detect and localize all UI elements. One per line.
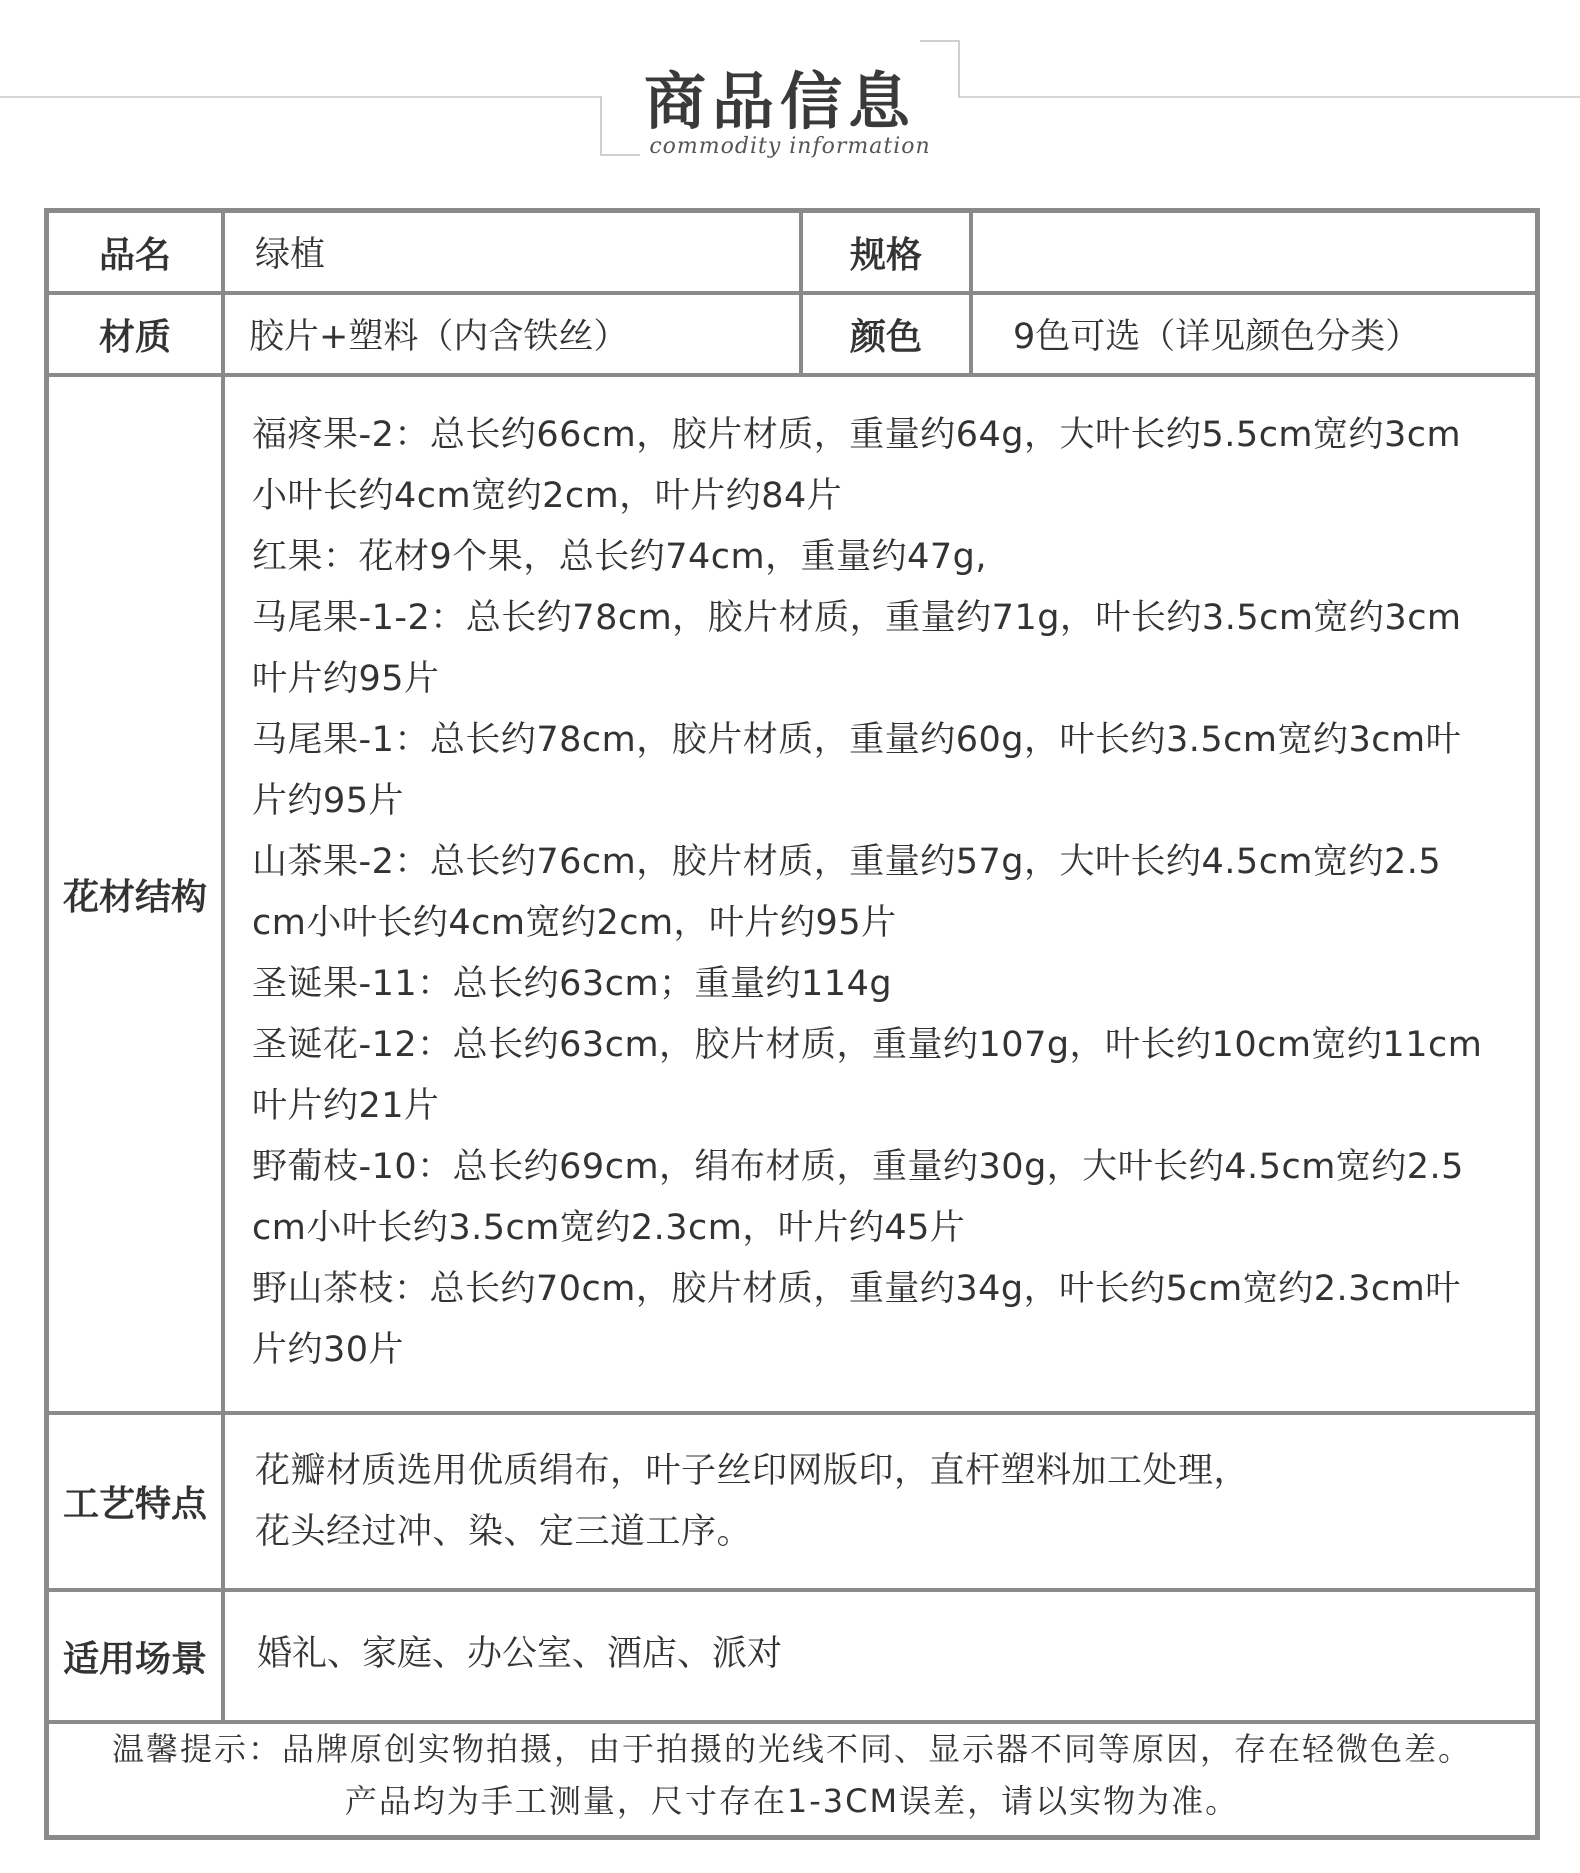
structure-line: 圣诞花-12：总长约63cm，胶片材质，重量约107g，叶长约10cm宽约11cm xyxy=(252,1025,1483,1065)
scene-value: 婚礼、家庭、办公室、酒店、派对 xyxy=(257,1634,783,1674)
name-label: 品名 xyxy=(98,234,171,276)
name-value: 绿植 xyxy=(255,235,326,275)
structure-line: 马尾果-1-2：总长约78cm，胶片材质，重量约71g，叶长约3.5cm宽约3cm xyxy=(252,598,1462,638)
row-divider xyxy=(49,1411,1535,1415)
color-label: 颜色 xyxy=(849,316,922,358)
material-label: 材质 xyxy=(98,316,171,358)
product-info-table xyxy=(44,208,1540,1840)
scene-label: 适用场景 xyxy=(62,1638,207,1680)
structure-line: cm小叶长约4cm宽约2cm，叶片约95片 xyxy=(252,903,897,943)
structure-label: 花材结构 xyxy=(62,876,207,918)
material-value: 胶片+塑料（内含铁丝） xyxy=(249,317,629,357)
header-rule-left xyxy=(0,96,600,98)
structure-line: 马尾果-1：总长约78cm，胶片材质，重量约60g，叶长约3.5cm宽约3cm叶 xyxy=(252,720,1462,760)
notice-line-2: 产品均为手工测量，尺寸存在1-3CM误差，请以实物为准。 xyxy=(344,1782,1240,1820)
structure-line: 野山茶枝：总长约70cm，胶片材质，重量约34g，叶长约5cm宽约2.3cm叶 xyxy=(252,1269,1461,1309)
label-column-divider xyxy=(221,213,225,1724)
craft-text xyxy=(255,1441,1525,1563)
craft-line: 花瓣材质选用优质绢布，叶子丝印网版印，直杆塑料加工处理， xyxy=(255,1451,1250,1491)
structure-line: 野葡枝-10：总长约69cm，绢布材质，重量约30g，大叶长约4.5cm宽约2.5 xyxy=(252,1147,1464,1187)
notice-line-1: 温馨提示：品牌原创实物拍摄，由于拍摄的光线不同、显示器不同等原因，存在轻微色差。 xyxy=(111,1730,1472,1768)
structure-line: 片约95片 xyxy=(252,781,405,821)
page-subtitle: commodity information xyxy=(649,134,931,159)
structure-list xyxy=(252,405,1532,1405)
header-frame-right-top xyxy=(920,40,960,42)
spec-label: 规格 xyxy=(849,234,922,276)
structure-line: 小叶长约4cm宽约2cm，叶片约84片 xyxy=(252,476,843,516)
structure-line: cm小叶长约3.5cm宽约2.3cm，叶片约45片 xyxy=(252,1208,966,1248)
structure-line: 山茶果-2：总长约76cm，胶片材质，重量约57g，大叶长约4.5cm宽约2.5 xyxy=(252,842,1442,882)
structure-line: 福疼果-2：总长约66cm，胶片材质，重量约64g，大叶长约5.5cm宽约3cm xyxy=(252,415,1462,455)
structure-line: 圣诞果-11：总长约63cm；重量约114g xyxy=(252,964,893,1004)
notice xyxy=(49,1723,1535,1838)
row-divider xyxy=(49,373,1535,377)
craft-line: 花头经过冲、染、定三道工序。 xyxy=(255,1512,753,1552)
color-value: 9色可选（详见颜色分类） xyxy=(1013,317,1421,357)
spec-value xyxy=(973,213,1535,291)
craft-label: 工艺特点 xyxy=(62,1484,207,1525)
structure-line: 叶片约95片 xyxy=(252,659,440,699)
header-frame-left-bottom xyxy=(600,154,640,156)
structure-line: 片约30片 xyxy=(252,1330,405,1370)
header-rule-right xyxy=(960,96,1580,98)
page-title: 商品信息 xyxy=(643,65,916,138)
structure-line: 红果：花材9个果，总长约74cm，重量约47g, xyxy=(252,537,988,577)
structure-line: 叶片约21片 xyxy=(252,1086,440,1126)
